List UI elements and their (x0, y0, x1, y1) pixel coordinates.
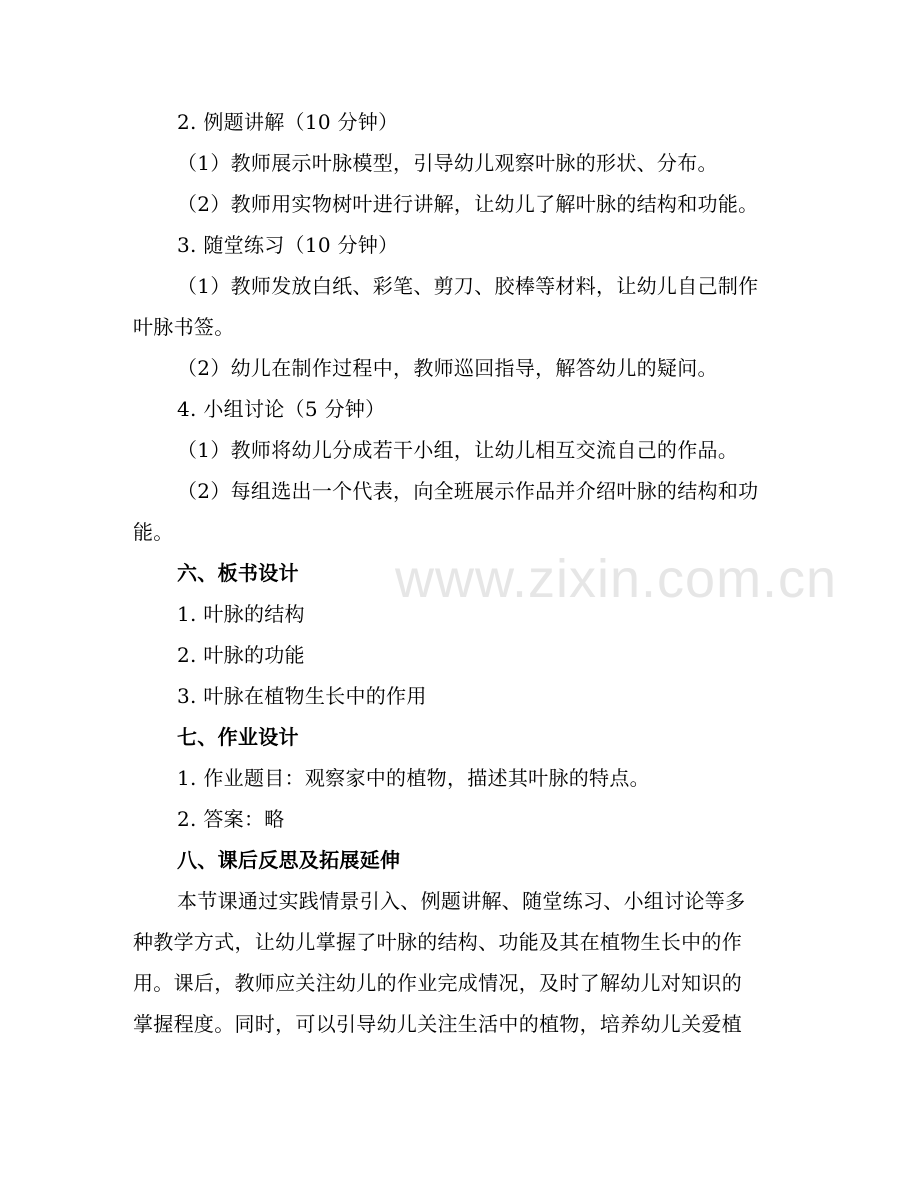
paragraph: （2）幼儿在制作过程中，教师巡回指导，解答幼儿的疑问。 (177, 356, 718, 380)
list-item: 1. 作业题目：观察家中的植物，描述其叶脉的特点。 (177, 766, 650, 790)
paragraph-continuation: 用。课后，教师应关注幼儿的作业完成情况，及时了解幼儿对知识的 (133, 971, 742, 995)
paragraph: （2）教师用实物树叶进行讲解，让幼儿了解叶脉的结构和功能。 (177, 192, 759, 216)
section-heading-6: 六、板书设计 (177, 561, 299, 585)
list-item: 2. 叶脉的功能 (177, 643, 305, 667)
section-item-4: 4. 小组讨论（5 分钟） (177, 397, 386, 421)
watermark: www.zixin.com.cn (395, 549, 838, 609)
list-item: 3. 叶脉在植物生长中的作用 (177, 684, 427, 708)
paragraph: （1）教师将幼儿分成若干小组，让幼儿相互交流自己的作品。 (177, 438, 739, 462)
paragraph-continuation: 掌握程度。同时，可以引导幼儿关注生活中的植物，培养幼儿关爱植 (133, 1012, 742, 1036)
paragraph: （2）每组选出一个代表，向全班展示作品并介绍叶脉的结构和功 (177, 479, 759, 503)
section-item-3: 3. 随堂练习（10 分钟） (177, 233, 399, 257)
section-heading-7: 七、作业设计 (177, 725, 299, 749)
section-heading-8: 八、课后反思及拓展延伸 (177, 848, 401, 872)
paragraph: 本节课通过实践情景引入、例题讲解、随堂练习、小组讨论等多 (177, 889, 746, 913)
paragraph: （1）教师发放白纸、彩笔、剪刀、胶棒等材料，让幼儿自己制作 (177, 274, 759, 298)
list-item: 1. 叶脉的结构 (177, 602, 305, 626)
paragraph-continuation: 叶脉书签。 (133, 315, 235, 339)
paragraph-continuation: 种教学方式，让幼儿掌握了叶脉的结构、功能及其在植物生长中的作 (133, 930, 742, 954)
list-item: 2. 答案：略 (177, 807, 285, 831)
section-item-2: 2. 例题讲解（10 分钟） (177, 110, 399, 134)
paragraph-continuation: 能。 (133, 520, 174, 544)
paragraph: （1）教师展示叶脉模型，引导幼儿观察叶脉的形状、分布。 (177, 151, 718, 175)
